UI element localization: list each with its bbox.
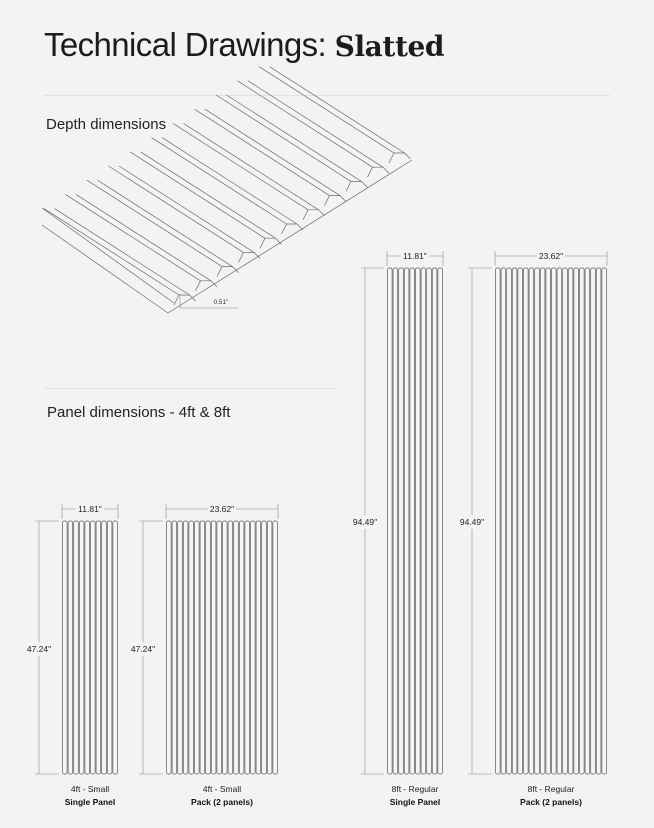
depth-slat-edge <box>152 138 287 224</box>
depth-slat-profile <box>217 267 239 277</box>
panel-slat <box>178 521 183 774</box>
panel-slat <box>404 268 409 774</box>
panel-slat <box>501 268 506 774</box>
depth-slat-edge <box>98 180 233 266</box>
panel-slat <box>96 521 101 774</box>
depth-slat-edge <box>259 67 394 153</box>
depth-slat-profile <box>282 224 304 234</box>
panel-slat <box>496 268 501 774</box>
panel-slat <box>85 521 90 774</box>
panel-slat <box>540 268 545 774</box>
panel-slat <box>102 521 107 774</box>
panel-slat <box>245 521 250 774</box>
panel-height-label: 94.49" <box>352 517 378 527</box>
panel-slat <box>217 521 222 774</box>
panel-slat <box>256 521 261 774</box>
panel-slat <box>591 268 596 774</box>
panel-caption-type: Pack (2 panels) <box>191 797 253 807</box>
panel-slat <box>251 521 256 774</box>
depth-slat-profile <box>260 238 282 248</box>
panel-slat <box>421 268 426 774</box>
depth-slat-edge <box>76 194 211 280</box>
panel-width-label: 11.81" <box>78 504 102 514</box>
panel-slat <box>568 268 573 774</box>
panel-slat <box>189 521 194 774</box>
panel-caption-size: 4ft - Small <box>202 784 242 794</box>
panel-slat <box>91 521 96 774</box>
depth-slat-edge <box>184 123 319 209</box>
panel-slat <box>172 521 177 774</box>
panel-slat <box>63 521 68 774</box>
panel-slat <box>546 268 551 774</box>
depth-slat-edge <box>119 166 254 252</box>
panel-slat <box>529 268 534 774</box>
depth-slat-profile <box>325 196 347 206</box>
section-label-depth: Depth dimensions <box>46 116 167 133</box>
depth-slat-edge <box>248 81 383 167</box>
panel-slat <box>535 268 540 774</box>
panel-slat <box>200 521 205 774</box>
panel-slat <box>107 521 112 774</box>
panel-height-label: 94.49" <box>459 517 485 527</box>
panel-slat <box>410 268 415 774</box>
panel-height-label: 47.24" <box>26 643 52 654</box>
panel-slat <box>438 268 443 774</box>
panel-slat <box>223 521 228 774</box>
panel-caption-type: Pack (2 panels) <box>520 797 582 807</box>
panel-slat <box>183 521 188 774</box>
panel-slat <box>585 268 590 774</box>
panel-4ft-pack <box>139 504 278 774</box>
depth-slat-edge <box>205 109 340 195</box>
depth-slat-edge <box>238 81 373 167</box>
depth-slat-edge <box>87 180 222 266</box>
panel-slat <box>399 268 404 774</box>
panel-caption-type: Single Panel <box>64 797 116 807</box>
depth-slat-edge <box>44 209 179 295</box>
panel-slat <box>557 268 562 774</box>
depth-slat-edge <box>270 67 405 153</box>
panel-height-label: 47.24" <box>130 643 156 654</box>
panel-slat <box>580 268 585 774</box>
depth-slat-edge <box>227 95 362 181</box>
panel-slat <box>228 521 233 774</box>
panel-caption-type: Single Panel <box>389 797 441 807</box>
panel-slat <box>234 521 239 774</box>
depth-slat-profile <box>368 167 390 177</box>
panel-slat <box>432 268 437 774</box>
panel-slat <box>68 521 73 774</box>
depth-slat-edge <box>55 209 190 295</box>
panel-slat <box>393 268 398 774</box>
panel-slat <box>206 521 211 774</box>
panel-slat <box>563 268 568 774</box>
depth-base-edge <box>42 208 174 303</box>
panel-slat <box>524 268 529 774</box>
panel-width-label: 11.81" <box>403 251 427 261</box>
panel-slat <box>195 521 200 774</box>
panel-caption-size: 8ft - Regular <box>391 784 439 794</box>
title-bold: Slatted <box>334 30 445 63</box>
panel-caption-size: 8ft - Regular <box>527 784 575 794</box>
panel-slat <box>416 268 421 774</box>
panel-slat <box>427 268 432 774</box>
panel-slat <box>552 268 557 774</box>
depth-slat-edge <box>130 152 265 238</box>
panel-slat <box>602 268 607 774</box>
panel-slat <box>507 268 512 774</box>
panel-slat <box>512 268 517 774</box>
panel-4ft-single <box>35 504 118 774</box>
depth-drawing <box>42 67 412 313</box>
depth-slat-edge <box>216 95 351 181</box>
depth-slat-edge <box>141 152 276 238</box>
depth-slat-edge <box>109 166 244 252</box>
panel-width-label: 23.62" <box>538 251 564 261</box>
panel-8ft-pack <box>468 251 607 774</box>
panel-width-label: 23.62" <box>209 504 235 514</box>
panel-drawings <box>35 251 607 774</box>
panel-slat <box>388 268 393 774</box>
panel-slat <box>167 521 172 774</box>
depth-slat-edge <box>162 138 297 224</box>
section-label-panel: Panel dimensions - 4ft & 8ft <box>47 404 231 421</box>
panel-slat <box>596 268 601 774</box>
panel-8ft-single <box>361 251 443 774</box>
depth-slat-profile <box>389 153 411 163</box>
depth-front-edge <box>168 160 412 313</box>
depth-slat-profile <box>174 295 196 305</box>
panel-caption-size: 4ft - Small <box>70 784 110 794</box>
panel-slat <box>239 521 244 774</box>
panel-slat <box>574 268 579 774</box>
panel-slat <box>273 521 278 774</box>
panel-slat <box>211 521 216 774</box>
depth-slat-edge <box>66 194 201 280</box>
depth-dimension-label: 0.51" <box>213 299 229 306</box>
title-light: Technical Drawings: <box>44 26 335 63</box>
panel-slat <box>113 521 118 774</box>
panel-slat <box>79 521 84 774</box>
panel-slat <box>267 521 272 774</box>
panel-slat <box>74 521 79 774</box>
panel-slat <box>262 521 267 774</box>
depth-slat-edge <box>195 109 330 195</box>
depth-slat-edge <box>173 123 308 209</box>
panel-slat <box>518 268 523 774</box>
depth-slat-profile <box>303 210 325 220</box>
